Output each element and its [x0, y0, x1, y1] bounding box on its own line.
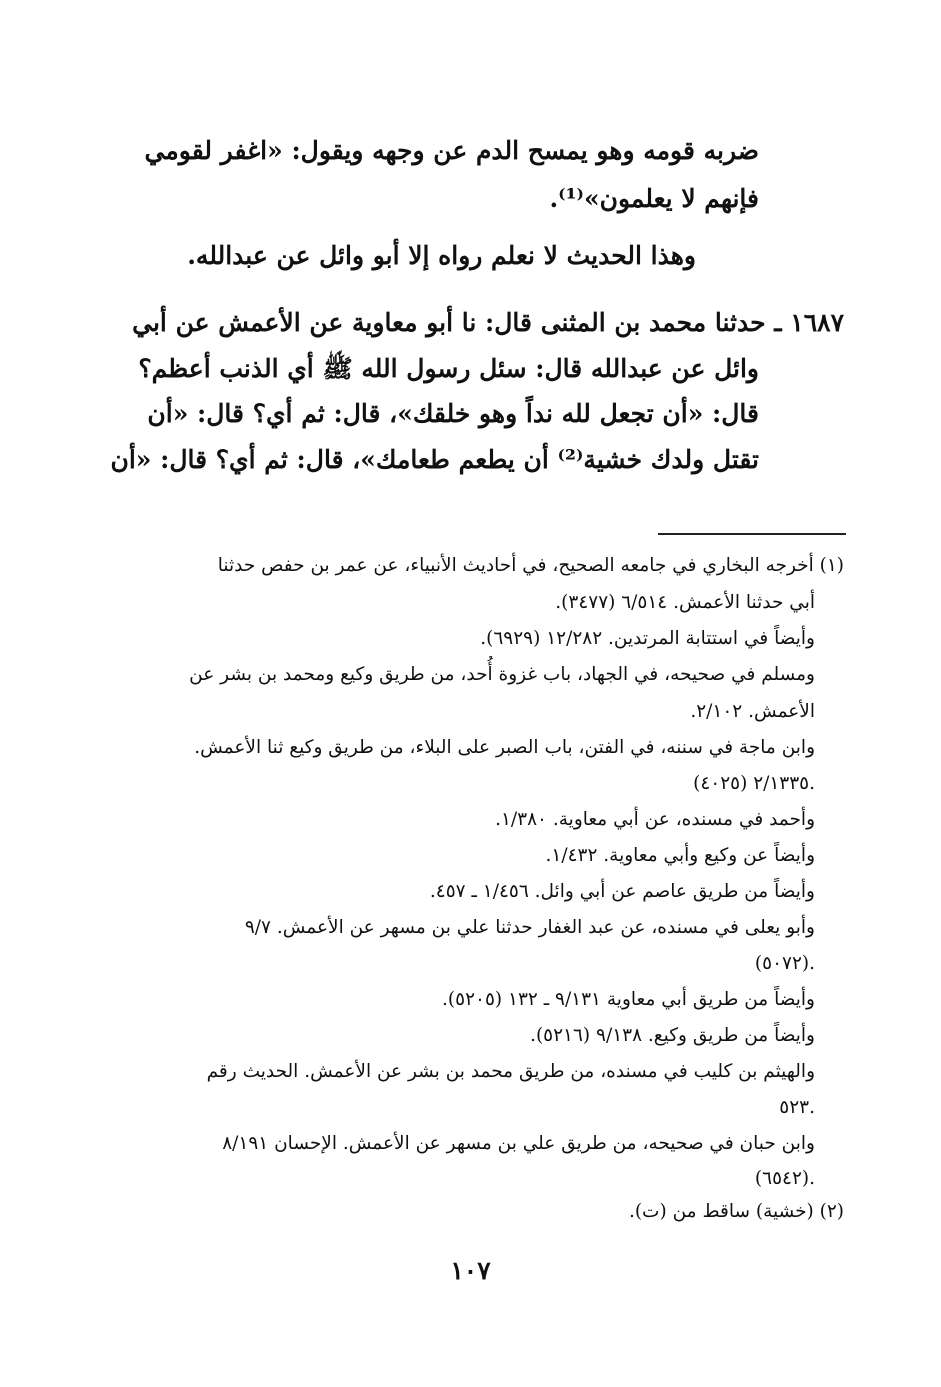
hadith-number-line: ١٦٨٧ ـ حدثنا محمد بن المثنى قال: نا أبو معاوية عن الأعمش عن أبي [132, 308, 844, 337]
footnote-line: (١) أخرجه البخاري في جامعه الصحيح، في أحاديث الأنبياء، عن عمر بن حفص حدثنا [217, 555, 844, 576]
footnote-line: وأحمد في مسنده، عن أبي معاوية. ١/٣٨٠. [495, 809, 815, 830]
footnote-line: وأبو يعلى في مسنده، عن عبد الغفار حدثنا علي بن مسهر عن الأعمش. ٩/٧ [244, 917, 815, 938]
footnote-line: أبي حدثنا الأعمش. ٦/٥١٤ (٣٤٧٧). [555, 592, 815, 613]
footnote-line: (٦٥٤٢). [754, 1168, 815, 1189]
footnote-line: وأيضاً من طريق وكيع. ٩/١٣٨ (٥٢١٦). [530, 1025, 815, 1046]
footnote-line: ٢/١٣٣٥ (٤٠٢٥). [693, 773, 815, 794]
main-text-line: وهذا الحديث لا نعلم رواه إلا أبو وائل عن عبدالله. [187, 241, 696, 270]
footnote-line: وأيضاً في استتابة المرتدين. ١٢/٢٨٢ (٦٩٢٩). [480, 628, 815, 649]
footnote-line: ٥٢٣. [779, 1097, 815, 1118]
footnote-line: (٥٠٧٢). [754, 953, 815, 974]
footnote-line: وابن ماجة في سننه، في الفتن، باب الصبر على البلاء، من طريق وكيع ثنا الأعمش. [194, 737, 815, 758]
footnote-line: وأيضاً عن وكيع وأبي معاوية. ١/٤٣٢. [545, 845, 815, 866]
main-text-line: وائل عن عبدالله قال: سئل رسول الله ﷺ أي الذنب أعظم؟ [138, 354, 759, 383]
main-text-line: ضربه قومه وهو يمسح الدم عن وجهه ويقول: «اغفر لقومي [144, 136, 759, 165]
footnote-line: وأيضاً من طريق عاصم عن أبي وائل. ١/٤٥٦ ـ ٤٥٧. [429, 881, 815, 902]
footnote-line: الأعمش. ٢/١٠٢. [690, 701, 815, 722]
footnote-separator [658, 533, 846, 535]
main-text-line: تقتل ولدك خشية⁽²⁾ أن يطعم طعامك»، قال: ثم أي؟ قال: «أن [110, 445, 759, 474]
page-number: ١٠٧ [450, 1256, 491, 1285]
main-text-line: فإنهم لا يعلمون»⁽¹⁾. [549, 184, 759, 213]
footnote-line: ومسلم في صحيحه، في الجهاد، باب غزوة أُحد، من طريق وكيع ومحمد بن بشر عن [189, 664, 815, 685]
footnote-line: والهيثم بن كليب في مسنده، من طريق محمد بن بشر عن الأعمش. الحديث رقم [206, 1061, 815, 1082]
footnote-line: وابن حبان في صحيحه، من طريق علي بن مسهر عن الأعمش. الإحسان ٨/١٩١ [222, 1133, 815, 1154]
footnote-line: وأيضاً من طريق أبي معاوية ٩/١٣١ ـ ١٣٢ (٥٢٠٥). [442, 989, 815, 1010]
footnote-line: (٢) (خشية) ساقط من (ت). [628, 1201, 844, 1222]
main-text-line: قال: «أن تجعل لله نداً وهو خلقك»، قال: ثم أي؟ قال: «أن [147, 399, 759, 428]
